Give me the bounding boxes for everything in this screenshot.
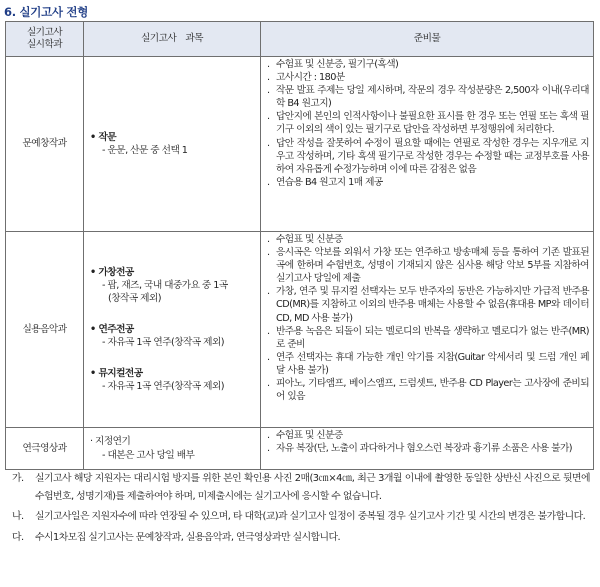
subject-title: · 지정연기 [90, 436, 131, 448]
subject-detail: - 팝, 재즈, 국내 대중가요 중 1곡 [102, 279, 228, 291]
subject-item [90, 435, 260, 461]
subject-item [90, 367, 260, 393]
preparation-item: . 답안지에 본인의 인적사항이나 불필요한 표시를 한 경우 또는 연필 또는 흑색 필기구 이외의 색이 있는 필기구로 답안을 작성하면 부정행위에 처리한다. [267, 111, 589, 136]
note-item [12, 529, 590, 547]
department-cell: 연극영상과 [6, 428, 84, 470]
subject-detail: (창작곡 제외) [108, 292, 162, 304]
note-marker: 나. [12, 511, 24, 523]
preparation-item: . 작문 발표 주제는 당일 제시하며, 작문의 경우 작성분량은 2,500자 이내(우리대학 B4 원고지) [267, 85, 589, 110]
subject-title: • 작문 [90, 131, 117, 143]
header-subject: 실기고사 과목 [84, 22, 261, 57]
subject-item [90, 323, 260, 349]
preparation-item: . 피아노, 기타앰프, 베이스앰프, 드럼셋트, 반주용 CD Player는 고사장에 준비되어 있음 [267, 378, 589, 403]
table-row [6, 57, 594, 232]
subject-item [90, 131, 260, 157]
preparation-item: . 연주 선택자는 휴대 가능한 개인 악기를 지참(Guitar 악세서리 및 드럼 개인 페달 사용 불가) [267, 351, 589, 376]
preparation-item: . 응시곡은 악보를 외워서 가창 또는 연주하고 방송매체 등을 통하여 기존 발표된 곡에 한하며 수험번호, 성명이 기재되지 않은 심사용 해당 악보 5부를 지참하여 실기고사 당일에 제출 [267, 247, 589, 285]
preparation-cell [261, 428, 594, 470]
note-text: 실기고사일은 지원자수에 따라 연장될 수 있으며, 타 대학(교)과 실기고사 일정이 중복될 경우 실기고사 기간 및 시간의 변경은 불가합니다. [35, 511, 586, 523]
subject-title: • 뮤지컬전공 [90, 368, 143, 380]
note-text: 실기고사 해당 지원자는 대리시험 방지를 위한 본인 확인용 사진 2매(3㎝×4㎝, 최근 3개월 이내에 촬영한 동일한 상반신 사진으로 뒷면에 수험번호, 성명기재)를 제출하여야 하며, 미제출시에는 실기고사에 응시할 수 없습니다. [35, 473, 590, 502]
table-header-row [6, 22, 594, 57]
note-text: 수시1차모집 실기고사는 문예창작과, 실용음악과, 연극영상과만 실시합니다. [35, 531, 341, 543]
section-title: 6. 실기고사 전형 [4, 5, 89, 19]
subject-detail: - 자유곡 1곡 연주(창작곡 제외) [102, 337, 225, 349]
preparation-item: . 고사시간 : 180분 [267, 72, 345, 84]
preparation-item: . 연습용 B4 원고지 1매 제공 [267, 176, 383, 188]
notes-list [12, 470, 590, 549]
header-department: 실기고사 실시학과 [6, 22, 84, 57]
preparation-item: . 반주용 녹음은 되돌이 되는 멜로디의 반복을 생략하고 멜로디가 없는 반주(MR)로 준비 [267, 325, 589, 350]
preparation-item: . 수험표 및 신분증, 필기구(흑색) [267, 59, 399, 70]
note-item [12, 470, 590, 505]
preparation-cell [261, 232, 594, 428]
preparation-cell [261, 57, 594, 232]
subject-detail: - 운문, 산문 중 선택 1 [102, 145, 188, 156]
note-marker: 가. [12, 473, 24, 484]
subject-title: • 연주전공 [90, 323, 134, 335]
subject-cell [84, 428, 261, 470]
department-cell: 실용음악과 [6, 232, 84, 428]
preparation-item: . 답안 작성을 잘못하여 수정이 필요할 때에는 연필로 작성한 경우는 지우개로 지우고 작성하며, 기타 흑색 필기구로 작성한 경우는 수정할 때는 교정부호를 사용하여 자유롭게 수정가능하며 이에 따른 감점은 없음 [267, 137, 589, 175]
subject-detail: - 자유곡 1곡 연주(창작곡 제외) [102, 381, 225, 393]
subject-detail: - 대본은 고사 당일 배부 [102, 449, 195, 461]
preparation-item: . 가창, 연주 및 뮤지컬 선택자는 모두 반주자의 동반은 가능하지만 가급적 반주용 CD(MR)를 지참하고 이외의 반주용 매체는 사용할 수 없음(휴대용 MP와 데이터 CD, MD 사용 불가) [267, 286, 589, 324]
note-marker: 다. [12, 531, 24, 543]
subject-item [90, 266, 260, 305]
table-row [6, 232, 594, 428]
preparation-item: . 수험표 및 신분증 [267, 234, 343, 245]
preparation-item: . 자유 복장(단, 노출이 과다하거나 혐오스런 복장과 흉기류 소품은 사용 불가) [267, 443, 572, 455]
exam-table [5, 21, 594, 470]
subject-title: • 가창전공 [90, 266, 134, 278]
subject-cell [84, 57, 261, 232]
department-cell: 문예창작과 [6, 57, 84, 232]
note-item [12, 508, 590, 526]
table-row [6, 428, 594, 470]
preparation-item: . 수험표 및 신분증 [267, 430, 343, 441]
subject-cell [84, 232, 261, 428]
header-preparation: 준비물 [261, 22, 594, 57]
